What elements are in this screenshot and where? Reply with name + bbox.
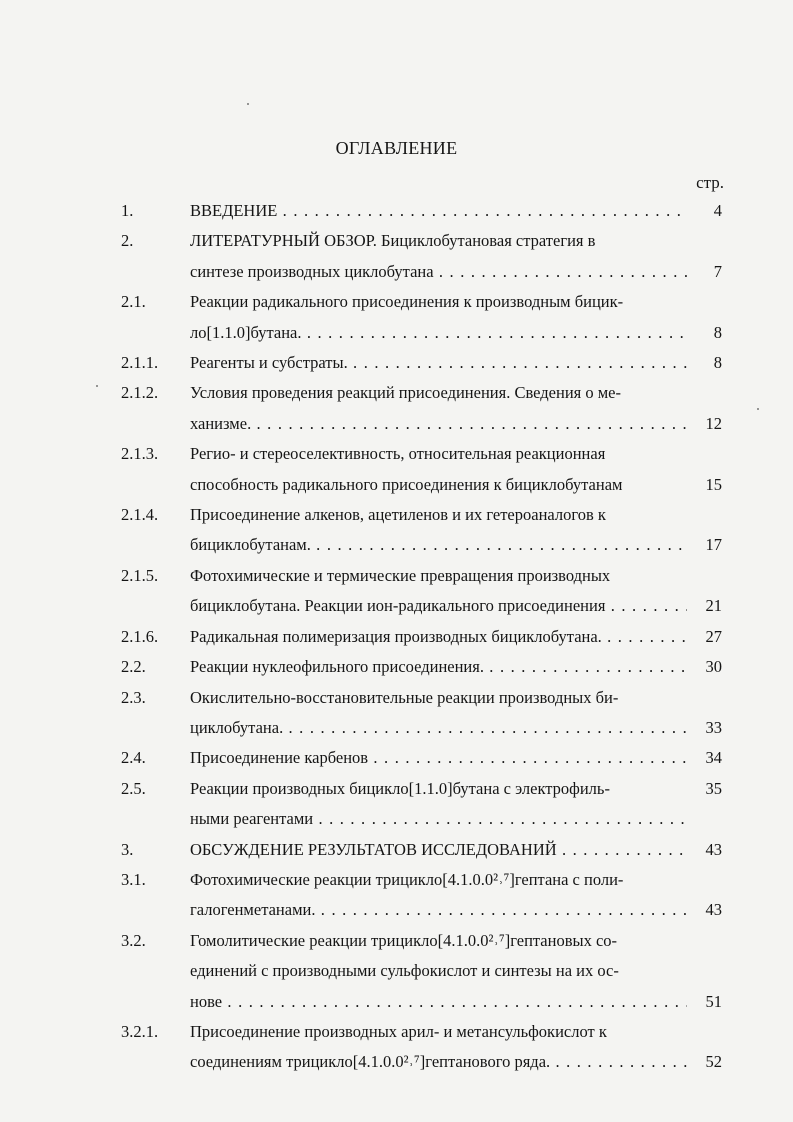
entry-title: синтезе производных циклобутана . . . bbox=[190, 257, 687, 287]
entry-title: Присоединение карбенов . . . bbox=[190, 743, 687, 773]
entry-title: бициклобутанам. . . . bbox=[190, 530, 687, 560]
entry-number: 2.5. bbox=[121, 778, 146, 798]
entry-number: 2.1. bbox=[121, 292, 146, 312]
entry-title: Условия проведения реакций присоединения. Сведения о ме- bbox=[190, 383, 621, 403]
entry-page: 43 bbox=[705, 839, 722, 859]
entry-number: 3.2.1. bbox=[121, 1021, 159, 1041]
entry-page: 35 bbox=[705, 778, 722, 798]
entry-page: 15 bbox=[705, 474, 722, 494]
entry-title: Фотохимические и термические превращения производных bbox=[190, 565, 611, 585]
entry-title: Реакции производных бицикло[1.1.0]бутана с электрофиль- bbox=[190, 778, 610, 798]
toc-entry bbox=[0, 287, 793, 348]
toc-title: ОГЛАВЛЕНИЕ bbox=[335, 138, 458, 158]
entry-number: 2.1.3. bbox=[121, 444, 159, 464]
entry-number: 2.4. bbox=[121, 748, 146, 768]
entry-page: 34 bbox=[705, 748, 722, 768]
toc-entry bbox=[0, 926, 793, 1017]
entry-title: циклобутана. . . . bbox=[190, 713, 687, 743]
entry-title: Реагенты и субстраты. . . . bbox=[190, 348, 687, 378]
entry-title: Присоединение алкенов, ацетиленов и их гетероаналогов к bbox=[190, 505, 606, 525]
entry-number: 2.1.5. bbox=[121, 565, 159, 585]
toc-entry bbox=[0, 743, 793, 773]
entry-number: 2.3. bbox=[121, 687, 146, 707]
toc-entry bbox=[0, 865, 793, 926]
entry-title: Присоединение производных арил- и метансульфокислот к bbox=[190, 1021, 607, 1041]
entry-title: галогенметанами. . . . bbox=[190, 895, 687, 925]
entry-page: 33 bbox=[705, 717, 722, 737]
entry-title: Реакции нуклеофильного присоединения. . . . bbox=[190, 652, 687, 682]
entry-number: 3.1. bbox=[121, 869, 146, 889]
entry-number: 2.1.2. bbox=[121, 383, 159, 403]
entry-title: нове . . . bbox=[190, 987, 687, 1017]
entry-page: 7 bbox=[713, 261, 722, 281]
entry-number: 2.1.4. bbox=[121, 505, 159, 525]
entry-title: Окислительно-восстановительные реакции производных би- bbox=[190, 687, 619, 707]
scan-speck bbox=[757, 408, 759, 410]
entry-page: 43 bbox=[705, 900, 722, 920]
entry-page: 52 bbox=[705, 1052, 722, 1072]
entry-title: ЛИТЕРАТУРНЫЙ ОБЗОР. Бициклобутановая стратегия в bbox=[190, 231, 596, 251]
entry-page: 8 bbox=[713, 322, 722, 342]
entry-title: бициклобутана. Реакции ион-радикального присоединения . . . bbox=[190, 591, 687, 621]
entry-title: способность радикального присоединения к бициклобутанам bbox=[190, 474, 623, 494]
page-column-label: стр. bbox=[696, 173, 724, 192]
entry-title: соединениям трицикло[4.1.0.0²˒⁷]гептанового ряда. . . . bbox=[190, 1047, 687, 1077]
entry-title: Реакции радикального присоединения к производным бицик- bbox=[190, 292, 624, 312]
entry-title: ло[1.1.0]бутана. . . . bbox=[190, 318, 687, 348]
toc-entry bbox=[0, 500, 793, 561]
toc-entry bbox=[0, 683, 793, 744]
scan-speck bbox=[247, 103, 249, 105]
entry-title: ОБСУЖДЕНИЕ РЕЗУЛЬТАТОВ ИССЛЕДОВАНИЙ . . . bbox=[190, 835, 687, 865]
entry-title: Радикальная полимеризация производных бициклобутана. . . . bbox=[190, 622, 687, 652]
entry-title: ВВЕДЕНИЕ . . . bbox=[190, 196, 687, 226]
toc-entry bbox=[0, 378, 793, 439]
toc-entry bbox=[0, 439, 793, 500]
toc-entry bbox=[0, 774, 793, 835]
toc-entry bbox=[0, 348, 793, 378]
entry-page: 8 bbox=[713, 353, 722, 373]
entry-number: 3. bbox=[121, 839, 134, 859]
entry-page: 27 bbox=[705, 626, 722, 646]
entry-number: 2.1.6. bbox=[121, 626, 159, 646]
toc-entry bbox=[0, 835, 793, 865]
scan-speck bbox=[96, 385, 98, 387]
entry-title: Фотохимические реакции трицикло[4.1.0.0²˒⁷]гептана с поли- bbox=[190, 869, 624, 889]
entry-page: 30 bbox=[705, 657, 722, 677]
entry-page: 21 bbox=[705, 596, 722, 616]
entry-number: 2.2. bbox=[121, 657, 146, 677]
toc-entry bbox=[0, 622, 793, 652]
entry-title: Гомолитические реакции трицикло[4.1.0.0²˒⁷]гептановых со- bbox=[190, 930, 618, 950]
entry-number: 1. bbox=[121, 201, 134, 220]
entry-page: 4 bbox=[713, 201, 722, 220]
entry-number: 3.2. bbox=[121, 930, 146, 950]
entry-title: единений с производными сульфокислот и синтезы на их ос- bbox=[190, 961, 619, 981]
entry-title: Регио- и стереоселективность, относительная реакционная bbox=[190, 444, 606, 464]
entry-number: 2. bbox=[121, 231, 134, 251]
toc-entry bbox=[0, 652, 793, 682]
toc-entry bbox=[0, 1017, 793, 1078]
toc-entry bbox=[0, 196, 793, 226]
entry-page: 51 bbox=[705, 991, 722, 1011]
toc-entry bbox=[0, 226, 793, 287]
toc-entry bbox=[0, 561, 793, 622]
entry-page: 12 bbox=[705, 413, 722, 433]
entry-title: ханизме. . . . bbox=[190, 409, 687, 439]
toc-entries bbox=[0, 196, 793, 1078]
entry-number: 2.1.1. bbox=[121, 353, 159, 373]
entry-page: 17 bbox=[705, 535, 722, 555]
entry-title: ными реагентами . . . bbox=[190, 804, 687, 834]
